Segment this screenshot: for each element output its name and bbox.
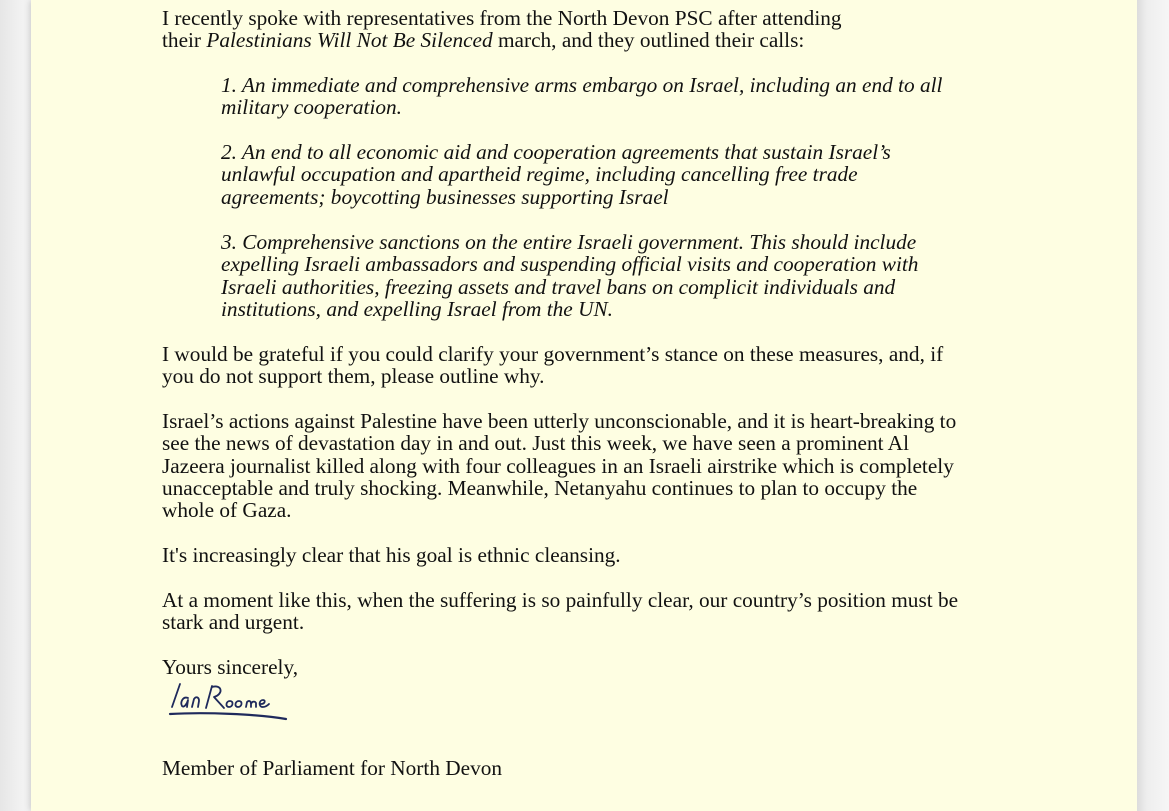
march-name: Palestinians Will Not Be Silenced <box>206 28 493 53</box>
demand-item-3: 3. Comprehensive sanctions on the entire Israeli government. This should include expelling Israeli ambassadors and suspending official visits and cooperation with Israeli authorities, freezing assets and travel bans on complicit individuals and institutions, and expelling Israel from the UN. <box>221 230 919 321</box>
signature-image <box>166 672 306 732</box>
demand-item-1: 1. An immediate and comprehensive arms embargo on Israel, including an end to all military cooperation. <box>221 73 943 120</box>
viewer-gutter <box>1137 0 1169 811</box>
moment-paragraph: At a moment like this, when the suffering is so painfully clear, our country’s position must be stark and urgent. <box>162 588 959 635</box>
cleansing-paragraph: It's increasingly clear that his goal is ethnic cleansing. <box>162 543 621 567</box>
intro-paragraph <box>162 7 1022 52</box>
intro-text-after: march, and they outlined their calls: <box>492 28 805 53</box>
signatory-role: Member of Parliament for North Devon <box>162 756 503 780</box>
demand-item-2: 2. An end to all economic aid and cooperation agreements that sustain Israel’s unlawful occupation and apartheid regime, including cancelling free trade agreements; boycotting businesses supporting Israel <box>221 140 891 209</box>
letter-page <box>31 0 1137 811</box>
actions-paragraph: Israel’s actions against Palestine have been utterly unconscionable, and it is heart-breaking to see the news of devastation day in and out. Just this week, we have seen a prominent Al Jazeera journalist killed along with four colleagues in an Israeli airstrike which is completely unacceptable and truly shocking. Meanwhile, Netanyahu continues to plan to occupy the whole of Gaza. <box>162 409 957 523</box>
signoff: Yours sincerely, <box>162 655 299 679</box>
intro-text-before: I recently spoke with representatives from the North Devon PSC after attending their <box>162 6 842 53</box>
clarify-paragraph: I would be grateful if you could clarify your government’s stance on these measures, and, if you do not support them, please outline why. <box>162 342 944 389</box>
